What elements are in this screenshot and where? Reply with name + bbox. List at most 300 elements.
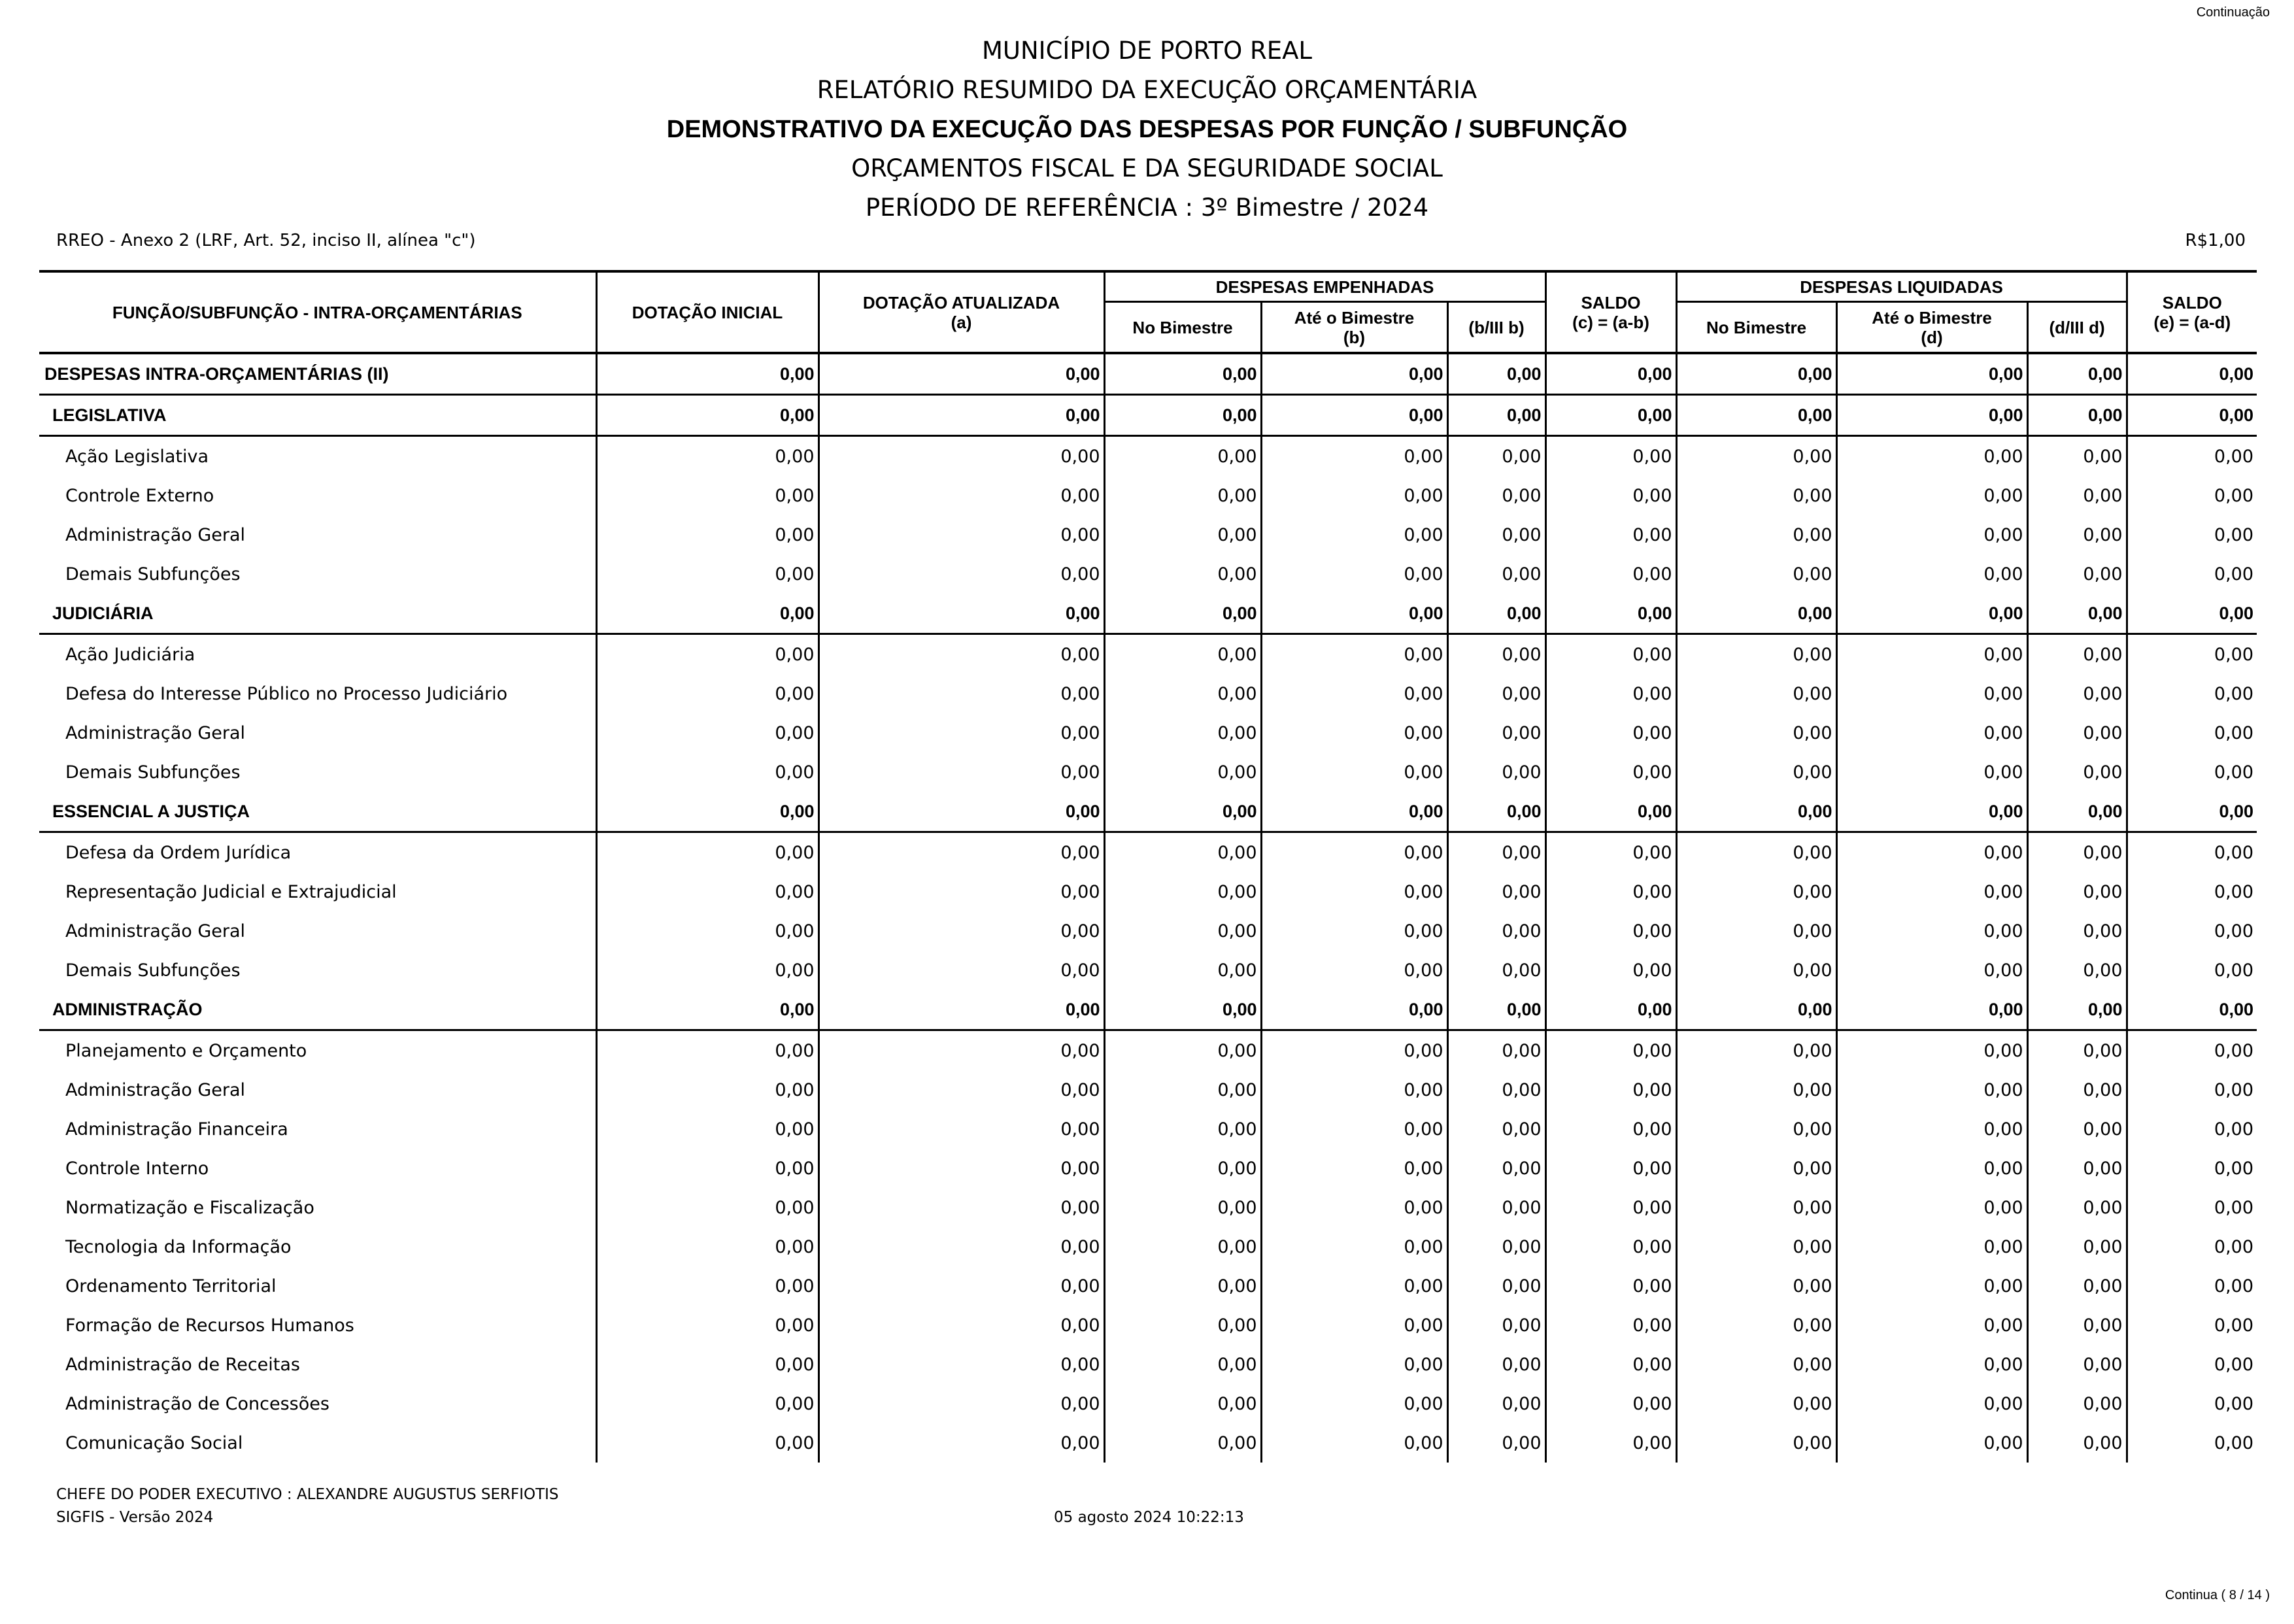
value-cell: 0,00 [1836,594,2027,634]
value-cell: 0,00 [596,1384,818,1423]
col-updated-header [818,271,1104,353]
value-cell: 0,00 [1261,436,1447,477]
row-label: Demais Subfunções [39,554,596,594]
currency-unit: R$1,00 [2185,231,2246,250]
page-indicator: Continua ( 8 / 14 ) [2165,1588,2270,1602]
value-cell: 0,00 [818,1345,1104,1384]
value-cell: 0,00 [596,990,818,1030]
value-cell: 0,00 [1836,990,2027,1030]
value-cell: 0,00 [1447,713,1545,753]
value-cell: 0,00 [1104,792,1261,832]
value-cell: 0,00 [1676,1345,1836,1384]
value-cell: 0,00 [2027,753,2127,792]
value-cell: 0,00 [1676,1149,1836,1188]
value-cell: 0,00 [1104,674,1261,713]
col-updated-label: DOTAÇÃO ATUALIZADA [862,292,1060,313]
value-cell: 0,00 [1261,594,1447,634]
col-balance-c-header [1545,271,1676,353]
value-cell: 0,00 [1447,594,1545,634]
subfunction-row [39,436,2257,477]
value-cell: 0,00 [1447,1266,1545,1306]
value-cell: 0,00 [596,872,818,911]
committed-group-header: DESPESAS EMPENHADAS [1104,271,1545,302]
value-cell: 0,00 [1545,1109,1676,1149]
value-cell: 0,00 [1261,990,1447,1030]
value-cell: 0,00 [1676,832,1836,873]
value-cell: 0,00 [596,554,818,594]
row-label: DESPESAS INTRA-ORÇAMENTÁRIAS (II) [39,353,596,395]
value-cell: 0,00 [1104,594,1261,634]
value-cell: 0,00 [596,1227,818,1266]
value-cell: 0,00 [1261,872,1447,911]
value-cell: 0,00 [596,395,818,436]
value-cell: 0,00 [2027,792,2127,832]
value-cell: 0,00 [1545,554,1676,594]
table-body [39,353,2257,1463]
col-updated-sub: (a) [951,312,972,332]
col-initial-header: DOTAÇÃO INICIAL [596,271,818,353]
value-cell: 0,00 [596,476,818,515]
value-cell: 0,00 [2127,951,2257,990]
value-cell: 0,00 [1545,1266,1676,1306]
row-label: Administração Geral [39,713,596,753]
value-cell: 0,00 [1447,1306,1545,1345]
value-cell: 0,00 [1104,515,1261,554]
value-cell: 0,00 [818,1227,1104,1266]
value-cell: 0,00 [2027,832,2127,873]
value-cell: 0,00 [1261,395,1447,436]
value-cell: 0,00 [596,674,818,713]
value-cell: 0,00 [2127,1345,2257,1384]
value-cell: 0,00 [2027,1306,2127,1345]
value-cell: 0,00 [1836,1227,2027,1266]
value-cell: 0,00 [1836,1266,2027,1306]
value-cell: 0,00 [2127,1188,2257,1227]
value-cell: 0,00 [2027,1070,2127,1109]
value-cell: 0,00 [1447,1423,1545,1463]
subfunction-row [39,1384,2257,1423]
value-cell: 0,00 [1676,1188,1836,1227]
value-cell: 0,00 [596,594,818,634]
value-cell: 0,00 [1104,911,1261,951]
value-cell: 0,00 [1836,951,2027,990]
value-cell: 0,00 [1261,554,1447,594]
value-cell: 0,00 [818,1266,1104,1306]
value-cell: 0,00 [1447,832,1545,873]
col-liquidated-ytd-header [1836,302,2027,354]
value-cell: 0,00 [1104,713,1261,753]
value-cell: 0,00 [2027,713,2127,753]
value-cell: 0,00 [818,951,1104,990]
row-label: Demais Subfunções [39,951,596,990]
value-cell: 0,00 [1545,1227,1676,1266]
col-committed-bim-header: No Bimestre [1104,302,1261,354]
value-cell: 0,00 [1261,1227,1447,1266]
value-cell: 0,00 [596,1188,818,1227]
row-label: Normatização e Fiscalização [39,1188,596,1227]
value-cell: 0,00 [1545,713,1676,753]
subfunction-row [39,1070,2257,1109]
value-cell: 0,00 [1676,911,1836,951]
value-cell: 0,00 [1261,753,1447,792]
col-committed-ytd-sub: (b) [1343,327,1366,347]
value-cell: 0,00 [1836,674,2027,713]
value-cell: 0,00 [1447,951,1545,990]
value-cell: 0,00 [1104,1188,1261,1227]
subfunction-row [39,872,2257,911]
subfunction-row [39,1227,2257,1266]
value-cell: 0,00 [2127,436,2257,477]
value-cell: 0,00 [1447,872,1545,911]
value-cell: 0,00 [818,1306,1104,1345]
report-header [0,31,2294,228]
value-cell: 0,00 [2027,395,2127,436]
value-cell: 0,00 [2027,1030,2127,1071]
value-cell: 0,00 [1261,674,1447,713]
value-cell: 0,00 [1545,1030,1676,1071]
value-cell: 0,00 [1447,1384,1545,1423]
value-cell: 0,00 [2127,1227,2257,1266]
value-cell: 0,00 [596,436,818,477]
value-cell: 0,00 [818,674,1104,713]
value-cell: 0,00 [818,1423,1104,1463]
value-cell: 0,00 [1447,1188,1545,1227]
col-liquidated-ytd-label: Até o Bimestre [1872,307,1992,328]
value-cell: 0,00 [1676,674,1836,713]
value-cell: 0,00 [2127,1030,2257,1071]
value-cell: 0,00 [596,1070,818,1109]
value-cell: 0,00 [818,634,1104,675]
value-cell: 0,00 [818,395,1104,436]
value-cell: 0,00 [818,713,1104,753]
value-cell: 0,00 [1261,476,1447,515]
value-cell: 0,00 [818,1030,1104,1071]
value-cell: 0,00 [1676,395,1836,436]
value-cell: 0,00 [1836,353,2027,395]
value-cell: 0,00 [1261,1423,1447,1463]
value-cell: 0,00 [1545,476,1676,515]
row-label: Formação de Recursos Humanos [39,1306,596,1345]
expense-table [39,270,2257,1463]
value-cell: 0,00 [1836,713,2027,753]
value-cell: 0,00 [2127,1306,2257,1345]
value-cell: 0,00 [1836,1423,2027,1463]
generation-timestamp: 05 agosto 2024 10:22:13 [1054,1509,1244,1526]
subfunction-row [39,634,2257,675]
value-cell: 0,00 [1104,353,1261,395]
value-cell: 0,00 [1261,1188,1447,1227]
value-cell: 0,00 [1676,1266,1836,1306]
value-cell: 0,00 [2127,1266,2257,1306]
value-cell: 0,00 [1104,1030,1261,1071]
value-cell: 0,00 [2127,990,2257,1030]
value-cell: 0,00 [1447,515,1545,554]
value-cell: 0,00 [1261,911,1447,951]
value-cell: 0,00 [2027,1345,2127,1384]
subfunction-row [39,1030,2257,1071]
value-cell: 0,00 [1447,1345,1545,1384]
value-cell: 0,00 [1545,1423,1676,1463]
row-label: Defesa do Interesse Público no Processo Judiciário [39,674,596,713]
row-label: Comunicação Social [39,1423,596,1463]
col-balance-c-sub: (c) = (a-b) [1572,312,1649,332]
row-label: ESSENCIAL A JUSTIÇA [39,792,596,832]
subfunction-row [39,476,2257,515]
value-cell: 0,00 [2127,713,2257,753]
subfunction-row [39,1423,2257,1463]
subfunction-row [39,1149,2257,1188]
value-cell: 0,00 [1545,395,1676,436]
function-row [39,990,2257,1030]
value-cell: 0,00 [1836,1345,2027,1384]
subfunction-row [39,1109,2257,1149]
value-cell: 0,00 [1676,1384,1836,1423]
value-cell: 0,00 [2127,872,2257,911]
row-label: JUDICIÁRIA [39,594,596,634]
value-cell: 0,00 [1836,436,2027,477]
value-cell: 0,00 [1104,1227,1261,1266]
value-cell: 0,00 [1104,634,1261,675]
row-label: Ordenamento Territorial [39,1266,596,1306]
municipality-title: MUNICÍPIO DE PORTO REAL [981,37,1313,65]
value-cell: 0,00 [2027,436,2127,477]
value-cell: 0,00 [1545,951,1676,990]
value-cell: 0,00 [1545,353,1676,395]
value-cell: 0,00 [1104,753,1261,792]
value-cell: 0,00 [1545,990,1676,1030]
row-label: Controle Interno [39,1149,596,1188]
value-cell: 0,00 [1261,1070,1447,1109]
value-cell: 0,00 [596,1306,818,1345]
row-label: LEGISLATIVA [39,395,596,436]
value-cell: 0,00 [1676,951,1836,990]
value-cell: 0,00 [818,1070,1104,1109]
value-cell: 0,00 [1545,1188,1676,1227]
value-cell: 0,00 [818,1149,1104,1188]
col-committed-pct-header: (b/III b) [1447,302,1545,354]
value-cell: 0,00 [2127,1149,2257,1188]
col-liquidated-pct-header: (d/III d) [2027,302,2127,354]
col-liquidated-ytd-sub: (d) [1921,327,1943,347]
value-cell: 0,00 [1545,1384,1676,1423]
value-cell: 0,00 [596,753,818,792]
value-cell: 0,00 [1545,515,1676,554]
value-cell: 0,00 [1676,753,1836,792]
col-committed-ytd-header [1261,302,1447,354]
value-cell: 0,00 [1836,872,2027,911]
row-label: Tecnologia da Informação [39,1227,596,1266]
value-cell: 0,00 [818,1384,1104,1423]
value-cell: 0,00 [2027,1384,2127,1423]
value-cell: 0,00 [596,951,818,990]
value-cell: 0,00 [1447,674,1545,713]
value-cell: 0,00 [1836,1149,2027,1188]
row-label: ADMINISTRAÇÃO [39,990,596,1030]
value-cell: 0,00 [1676,353,1836,395]
value-cell: 0,00 [1104,476,1261,515]
value-cell: 0,00 [1836,1384,2027,1423]
value-cell: 0,00 [818,872,1104,911]
value-cell: 0,00 [596,1109,818,1149]
value-cell: 0,00 [1676,792,1836,832]
function-row [39,594,2257,634]
statement-title: DEMONSTRATIVO DA EXECUÇÃO DAS DESPESAS POR FUNÇÃO / SUBFUNÇÃO [666,116,1628,143]
subfunction-row [39,911,2257,951]
value-cell: 0,00 [818,792,1104,832]
value-cell: 0,00 [1447,1149,1545,1188]
col-function-header: FUNÇÃO/SUBFUNÇÃO - INTRA-ORÇAMENTÁRIAS [39,271,596,353]
value-cell: 0,00 [1261,713,1447,753]
row-label: Planejamento e Orçamento [39,1030,596,1071]
value-cell: 0,00 [1676,634,1836,675]
value-cell: 0,00 [2027,1227,2127,1266]
value-cell: 0,00 [1676,1030,1836,1071]
value-cell: 0,00 [1545,674,1676,713]
value-cell: 0,00 [1836,395,2027,436]
value-cell: 0,00 [1104,1070,1261,1109]
value-cell: 0,00 [1261,832,1447,873]
row-label: Defesa da Ordem Jurídica [39,832,596,873]
liquidated-group-header: DESPESAS LIQUIDADAS [1676,271,2127,302]
value-cell: 0,00 [1545,436,1676,477]
value-cell: 0,00 [1545,1070,1676,1109]
value-cell: 0,00 [1104,832,1261,873]
value-cell: 0,00 [596,1030,818,1071]
row-label: Administração de Receitas [39,1345,596,1384]
value-cell: 0,00 [1545,634,1676,675]
value-cell: 0,00 [1676,1109,1836,1149]
value-cell: 0,00 [1836,1070,2027,1109]
value-cell: 0,00 [596,713,818,753]
value-cell: 0,00 [2027,1188,2127,1227]
value-cell: 0,00 [1676,476,1836,515]
value-cell: 0,00 [2127,1423,2257,1463]
value-cell: 0,00 [818,990,1104,1030]
value-cell: 0,00 [2027,1266,2127,1306]
value-cell: 0,00 [596,1149,818,1188]
value-cell: 0,00 [2127,1070,2257,1109]
value-cell: 0,00 [2127,674,2257,713]
value-cell: 0,00 [818,353,1104,395]
value-cell: 0,00 [1836,1188,2027,1227]
value-cell: 0,00 [1676,990,1836,1030]
col-liquidated-bim-header: No Bimestre [1676,302,1836,354]
value-cell: 0,00 [818,753,1104,792]
value-cell: 0,00 [818,476,1104,515]
value-cell: 0,00 [1104,951,1261,990]
value-cell: 0,00 [1104,554,1261,594]
value-cell: 0,00 [818,911,1104,951]
value-cell: 0,00 [2127,554,2257,594]
value-cell: 0,00 [2127,1384,2257,1423]
value-cell: 0,00 [1104,1384,1261,1423]
value-cell: 0,00 [1545,1345,1676,1384]
value-cell: 0,00 [1545,911,1676,951]
value-cell: 0,00 [2027,1423,2127,1463]
value-cell: 0,00 [1261,1030,1447,1071]
value-cell: 0,00 [1447,476,1545,515]
value-cell: 0,00 [1836,753,2027,792]
value-cell: 0,00 [1545,832,1676,873]
value-cell: 0,00 [1447,1070,1545,1109]
value-cell: 0,00 [818,1109,1104,1149]
value-cell: 0,00 [1261,951,1447,990]
row-label: Ação Legislativa [39,436,596,477]
value-cell: 0,00 [1836,911,2027,951]
function-row [39,395,2257,436]
value-cell: 0,00 [1545,792,1676,832]
row-label: Controle Externo [39,476,596,515]
value-cell: 0,00 [1676,1070,1836,1109]
value-cell: 0,00 [1676,515,1836,554]
value-cell: 0,00 [1447,395,1545,436]
value-cell: 0,00 [596,1266,818,1306]
function-row [39,792,2257,832]
value-cell: 0,00 [596,792,818,832]
row-label: Administração de Concessões [39,1384,596,1423]
value-cell: 0,00 [1261,1306,1447,1345]
value-cell: 0,00 [818,1188,1104,1227]
system-version: SIGFIS - Versão 2024 [56,1509,214,1526]
budgets-title: ORÇAMENTOS FISCAL E DA SEGURIDADE SOCIAL [851,154,1443,182]
value-cell: 0,00 [1836,1109,2027,1149]
value-cell: 0,00 [1104,1149,1261,1188]
value-cell: 0,00 [2027,554,2127,594]
value-cell: 0,00 [2027,1149,2127,1188]
value-cell: 0,00 [1447,436,1545,477]
value-cell: 0,00 [596,515,818,554]
total-row [39,353,2257,395]
col-committed-ytd-label: Até o Bimestre [1294,307,1415,328]
value-cell: 0,00 [1676,872,1836,911]
value-cell: 0,00 [1545,753,1676,792]
value-cell: 0,00 [2027,990,2127,1030]
col-balance-e-label: SALDO [2162,292,2222,313]
value-cell: 0,00 [2027,594,2127,634]
value-cell: 0,00 [1104,1423,1261,1463]
subfunction-row [39,554,2257,594]
value-cell: 0,00 [1676,436,1836,477]
value-cell: 0,00 [2027,634,2127,675]
value-cell: 0,00 [1261,1345,1447,1384]
executive-signature: CHEFE DO PODER EXECUTIVO : ALEXANDRE AUGUSTUS SERFIOTIS [56,1486,559,1503]
value-cell: 0,00 [1676,1227,1836,1266]
value-cell: 0,00 [1261,634,1447,675]
value-cell: 0,00 [1836,476,2027,515]
value-cell: 0,00 [1447,990,1545,1030]
value-cell: 0,00 [2127,832,2257,873]
row-label: Administração Geral [39,911,596,951]
value-cell: 0,00 [2127,395,2257,436]
subfunction-row [39,1306,2257,1345]
value-cell: 0,00 [1104,1266,1261,1306]
subfunction-row [39,674,2257,713]
value-cell: 0,00 [1836,515,2027,554]
value-cell: 0,00 [1104,395,1261,436]
value-cell: 0,00 [1447,1030,1545,1071]
value-cell: 0,00 [1447,353,1545,395]
subfunction-row [39,515,2257,554]
value-cell: 0,00 [1447,792,1545,832]
value-cell: 0,00 [2027,515,2127,554]
subfunction-row [39,713,2257,753]
value-cell: 0,00 [596,634,818,675]
value-cell: 0,00 [818,515,1104,554]
value-cell: 0,00 [1836,634,2027,675]
value-cell: 0,00 [596,1345,818,1384]
value-cell: 0,00 [2027,951,2127,990]
value-cell: 0,00 [596,1423,818,1463]
